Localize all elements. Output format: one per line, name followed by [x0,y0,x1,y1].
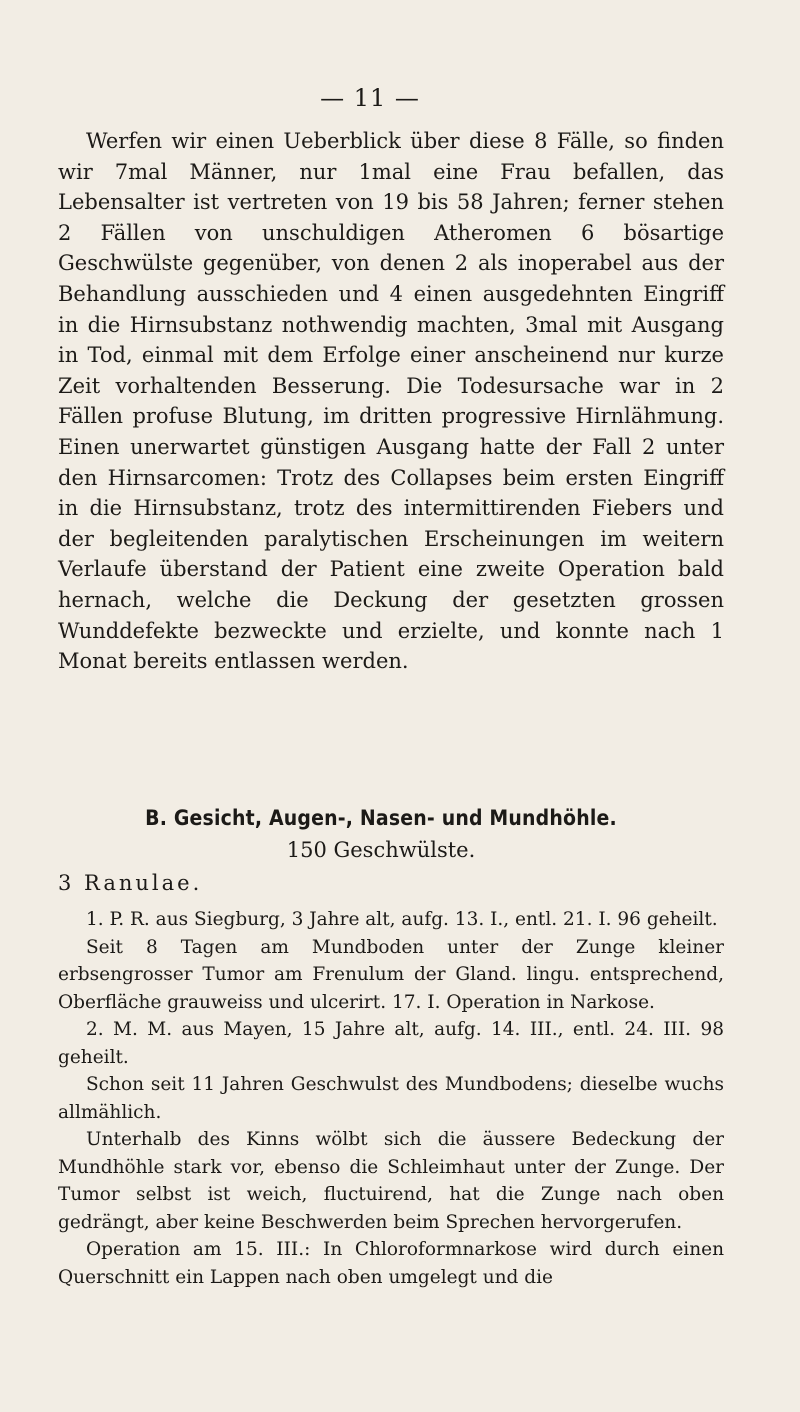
case-2-findings: Unterhalb des Kinns wölbt sich die äussere Bedeckung der Mundhöhle stark vor, ebenso die Schleimhaut unter der Zunge. Der Tumor selbst ist weich, fluctuirend, hat die Zunge nach oben gedrängt, aber keine Beschwerden beim Sprechen hervorgerufen. [58,1129,724,1233]
section-subheading: 150 Geschwülste. [286,838,476,862]
page-number: — 11 — [320,84,420,112]
case-2-header: 2. M. M. aus Mayen, 15 Jahre alt, aufg. 14. III., entl. 24. III. 98 geheilt. [58,1019,724,1068]
intro-paragraph: Werfen wir einen Ueberblick über diese 8 Fälle, so finden wir 7mal Männer, nur 1mal eine Frau befallen, das Lebensalter ist vertreten von 19 bis 58 Jahren; ferner stehen 2 Fällen von unschuldigen Atheromen 6 bösartige Geschwülste gegenüber, von denen 2 als inoperabel aus der Behandlung ausschieden und 4 einen ausgedehnten Eingriff in die Hirnsubstanz nothwendig machten, 3mal mit Ausgang in Tod, einmal mit dem Erfolge einer anscheinend nur kurze Zeit vorhaltenden Besserung. Die Todesursache war in 2 Fällen profuse Blutung, im dritten progressive Hirnlähmung. Einen unerwartet günstigen Ausgang hatte der Fall 2 unter den Hirnsarcomen: Trotz des Collapses beim ersten Eingriff in die Hirnsubstanz, trotz des intermittirenden Fiebers und der begleitenden paralytischen Erscheinungen im weitern Verlaufe überstand der Patient eine zweite Operation bald hernach, welche die Deckung der gesetzten grossen Wunddefekte bezweckte und erzielte, und konnte nach 1 Monat bereits entlassen werden. [58,129,724,674]
case-2-history: Schon seit 11 Jahren Geschwulst des Mundbodens; dieselbe wuchs allmählich. [58,1074,724,1123]
section-heading: B. Gesicht, Augen-, Nasen- und Mundhöhle. [145,806,617,830]
case-1-description: Seit 8 Tagen am Mundboden unter der Zunge kleiner erbsengrosser Tumor am Frenulum der Gland. lingu. entsprechend, Oberfläche grauweiss und ulcerirt. 17. I. Operation in Narkose. [58,936,724,1013]
group-heading: 3 Ranulae. [58,871,203,895]
case-list [58,906,724,1291]
case-2-operation: Operation am 15. III.: In Chloroformnarkose wird durch einen Querschnitt ein Lappen nach oben umgelegt und die [58,1239,724,1288]
case-1-header: 1. P. R. aus Siegburg, 3 Jahre alt, aufg. 13. I., entl. 21. I. 96 geheilt. [86,909,718,930]
